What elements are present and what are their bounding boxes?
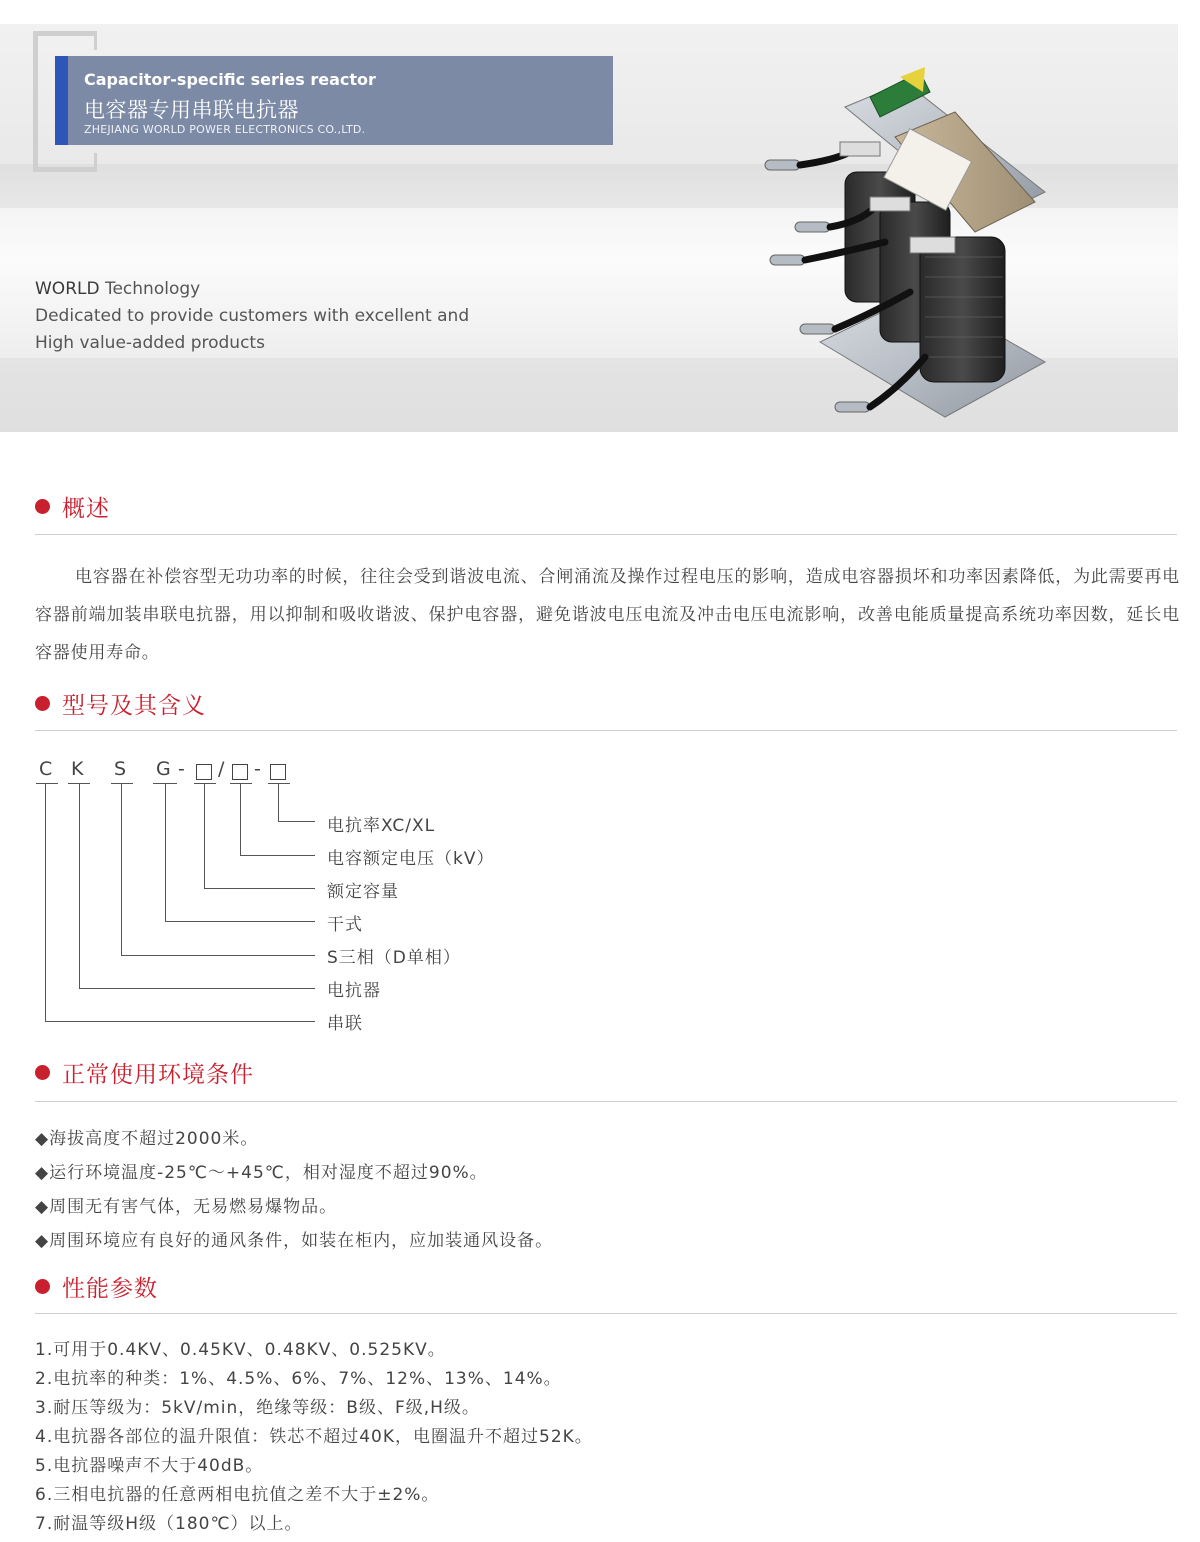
title-english: Capacitor-specific series reactor — [84, 70, 376, 89]
divider — [35, 730, 1177, 731]
model-label: 额定容量 — [327, 882, 399, 902]
placeholder-box — [232, 764, 248, 780]
environment-item: ◆海拔高度不超过2000米。 — [35, 1129, 259, 1149]
code-underline — [194, 783, 216, 784]
performance-item: 5.电抗器噪声不大于40dB。 — [35, 1456, 264, 1476]
company-name: ZHEJIANG WORLD POWER ELECTRONICS CO.,LTD. — [84, 123, 366, 136]
tagline-line: Dedicated to provide customers with excellent and — [35, 306, 470, 326]
connector-line — [79, 783, 80, 988]
performance-item: 3.耐压等级为：5kV/min，绝缘等级：B级、F级,H级。 — [35, 1398, 480, 1418]
title-accent-bar — [55, 56, 68, 145]
tagline-word: Technology — [99, 279, 201, 299]
section-title: 性能参数 — [62, 1276, 158, 1302]
model-label: 电抗率XC/XL — [327, 816, 436, 836]
code-underline — [111, 783, 133, 784]
connector-line — [45, 1021, 315, 1022]
performance-item: 7.耐温等级H级（180℃）以上。 — [35, 1514, 303, 1534]
connector-line — [79, 988, 315, 989]
divider — [35, 1101, 1177, 1102]
model-label: 电容额定电压（kV） — [327, 849, 495, 869]
environment-item: ◆运行环境温度-25℃～+45℃，相对湿度不超过90%。 — [35, 1163, 488, 1183]
environment-item: ◆周围无有害气体，无易燃易爆物品。 — [35, 1197, 338, 1217]
connector-line — [240, 783, 241, 855]
model-code-char: - — [178, 758, 185, 780]
connector-line — [121, 783, 122, 955]
code-underline — [36, 783, 58, 784]
model-code-char: G — [156, 758, 171, 780]
connector-line — [165, 783, 166, 921]
connector-line — [240, 855, 315, 856]
connector-line — [165, 921, 315, 922]
connector-line — [278, 783, 279, 821]
model-label: 电抗器 — [327, 981, 381, 1001]
connector-line — [204, 888, 315, 889]
section-performance-header — [35, 1270, 158, 1303]
code-underline — [268, 783, 290, 784]
model-code-char: - — [254, 758, 261, 780]
section-overview-header — [35, 490, 110, 523]
bullet-dot-icon — [35, 499, 50, 514]
product-banner — [0, 24, 1178, 432]
placeholder-box — [270, 764, 286, 780]
section-environment-header — [35, 1056, 254, 1089]
connector-line — [45, 783, 46, 1021]
model-label: S三相（D单相） — [327, 948, 461, 968]
bullet-dot-icon — [35, 696, 50, 711]
placeholder-box — [196, 764, 212, 780]
bullet-dot-icon — [35, 1065, 50, 1080]
title-box — [55, 56, 613, 145]
section-model-header — [35, 687, 206, 720]
section-title: 概述 — [62, 496, 110, 522]
connector-line — [121, 955, 315, 956]
model-label: 干式 — [327, 915, 363, 935]
divider — [35, 534, 1177, 535]
model-code-char: C — [39, 758, 53, 780]
performance-item: 1.可用于0.4KV、0.45KV、0.48KV、0.525KV。 — [35, 1340, 446, 1360]
performance-item: 4.电抗器各部位的温升限值：铁芯不超过40K，电圈温升不超过52K。 — [35, 1427, 593, 1447]
title-chinese: 电容器专用串联电抗器 — [84, 98, 299, 122]
tagline-brand: WORLD — [35, 279, 100, 299]
tagline — [35, 276, 469, 357]
model-code-char: / — [218, 758, 225, 780]
model-label: 串联 — [327, 1014, 363, 1034]
section-title: 型号及其含义 — [62, 693, 206, 719]
connector-line — [278, 821, 315, 822]
overview-text: 电容器在补偿容型无功功率的时候，往往会受到谐波电流、合闸涌流及操作过程电压的影响，造成电容器损坏和功率因素降低，为此需要再电容器前端加装串联电抗器，用以抑制和吸收谐波、保护电容器，避免谐波电压电流及冲击电压电流影响，改善电能质量提高系统功率因数，延长电容器使用寿命。 — [35, 567, 1180, 663]
environment-item: ◆周围环境应有良好的通风条件，如装在柜内，应加装通风设备。 — [35, 1231, 554, 1251]
section-title: 正常使用环境条件 — [62, 1062, 254, 1088]
model-code-char: K — [71, 758, 84, 780]
divider — [35, 1313, 1177, 1314]
model-code-char: S — [114, 758, 127, 780]
tagline-line: High value-added products — [35, 333, 265, 353]
performance-item: 2.电抗率的种类：1%、4.5%、6%、7%、12%、13%、14%。 — [35, 1369, 562, 1389]
bullet-dot-icon — [35, 1279, 50, 1294]
code-underline — [230, 783, 252, 784]
reactor-product-image — [745, 42, 1075, 432]
overview-paragraph — [35, 558, 1180, 672]
connector-line — [204, 783, 205, 888]
performance-item: 6.三相电抗器的任意两相电抗值之差不大于±2%。 — [35, 1485, 440, 1505]
